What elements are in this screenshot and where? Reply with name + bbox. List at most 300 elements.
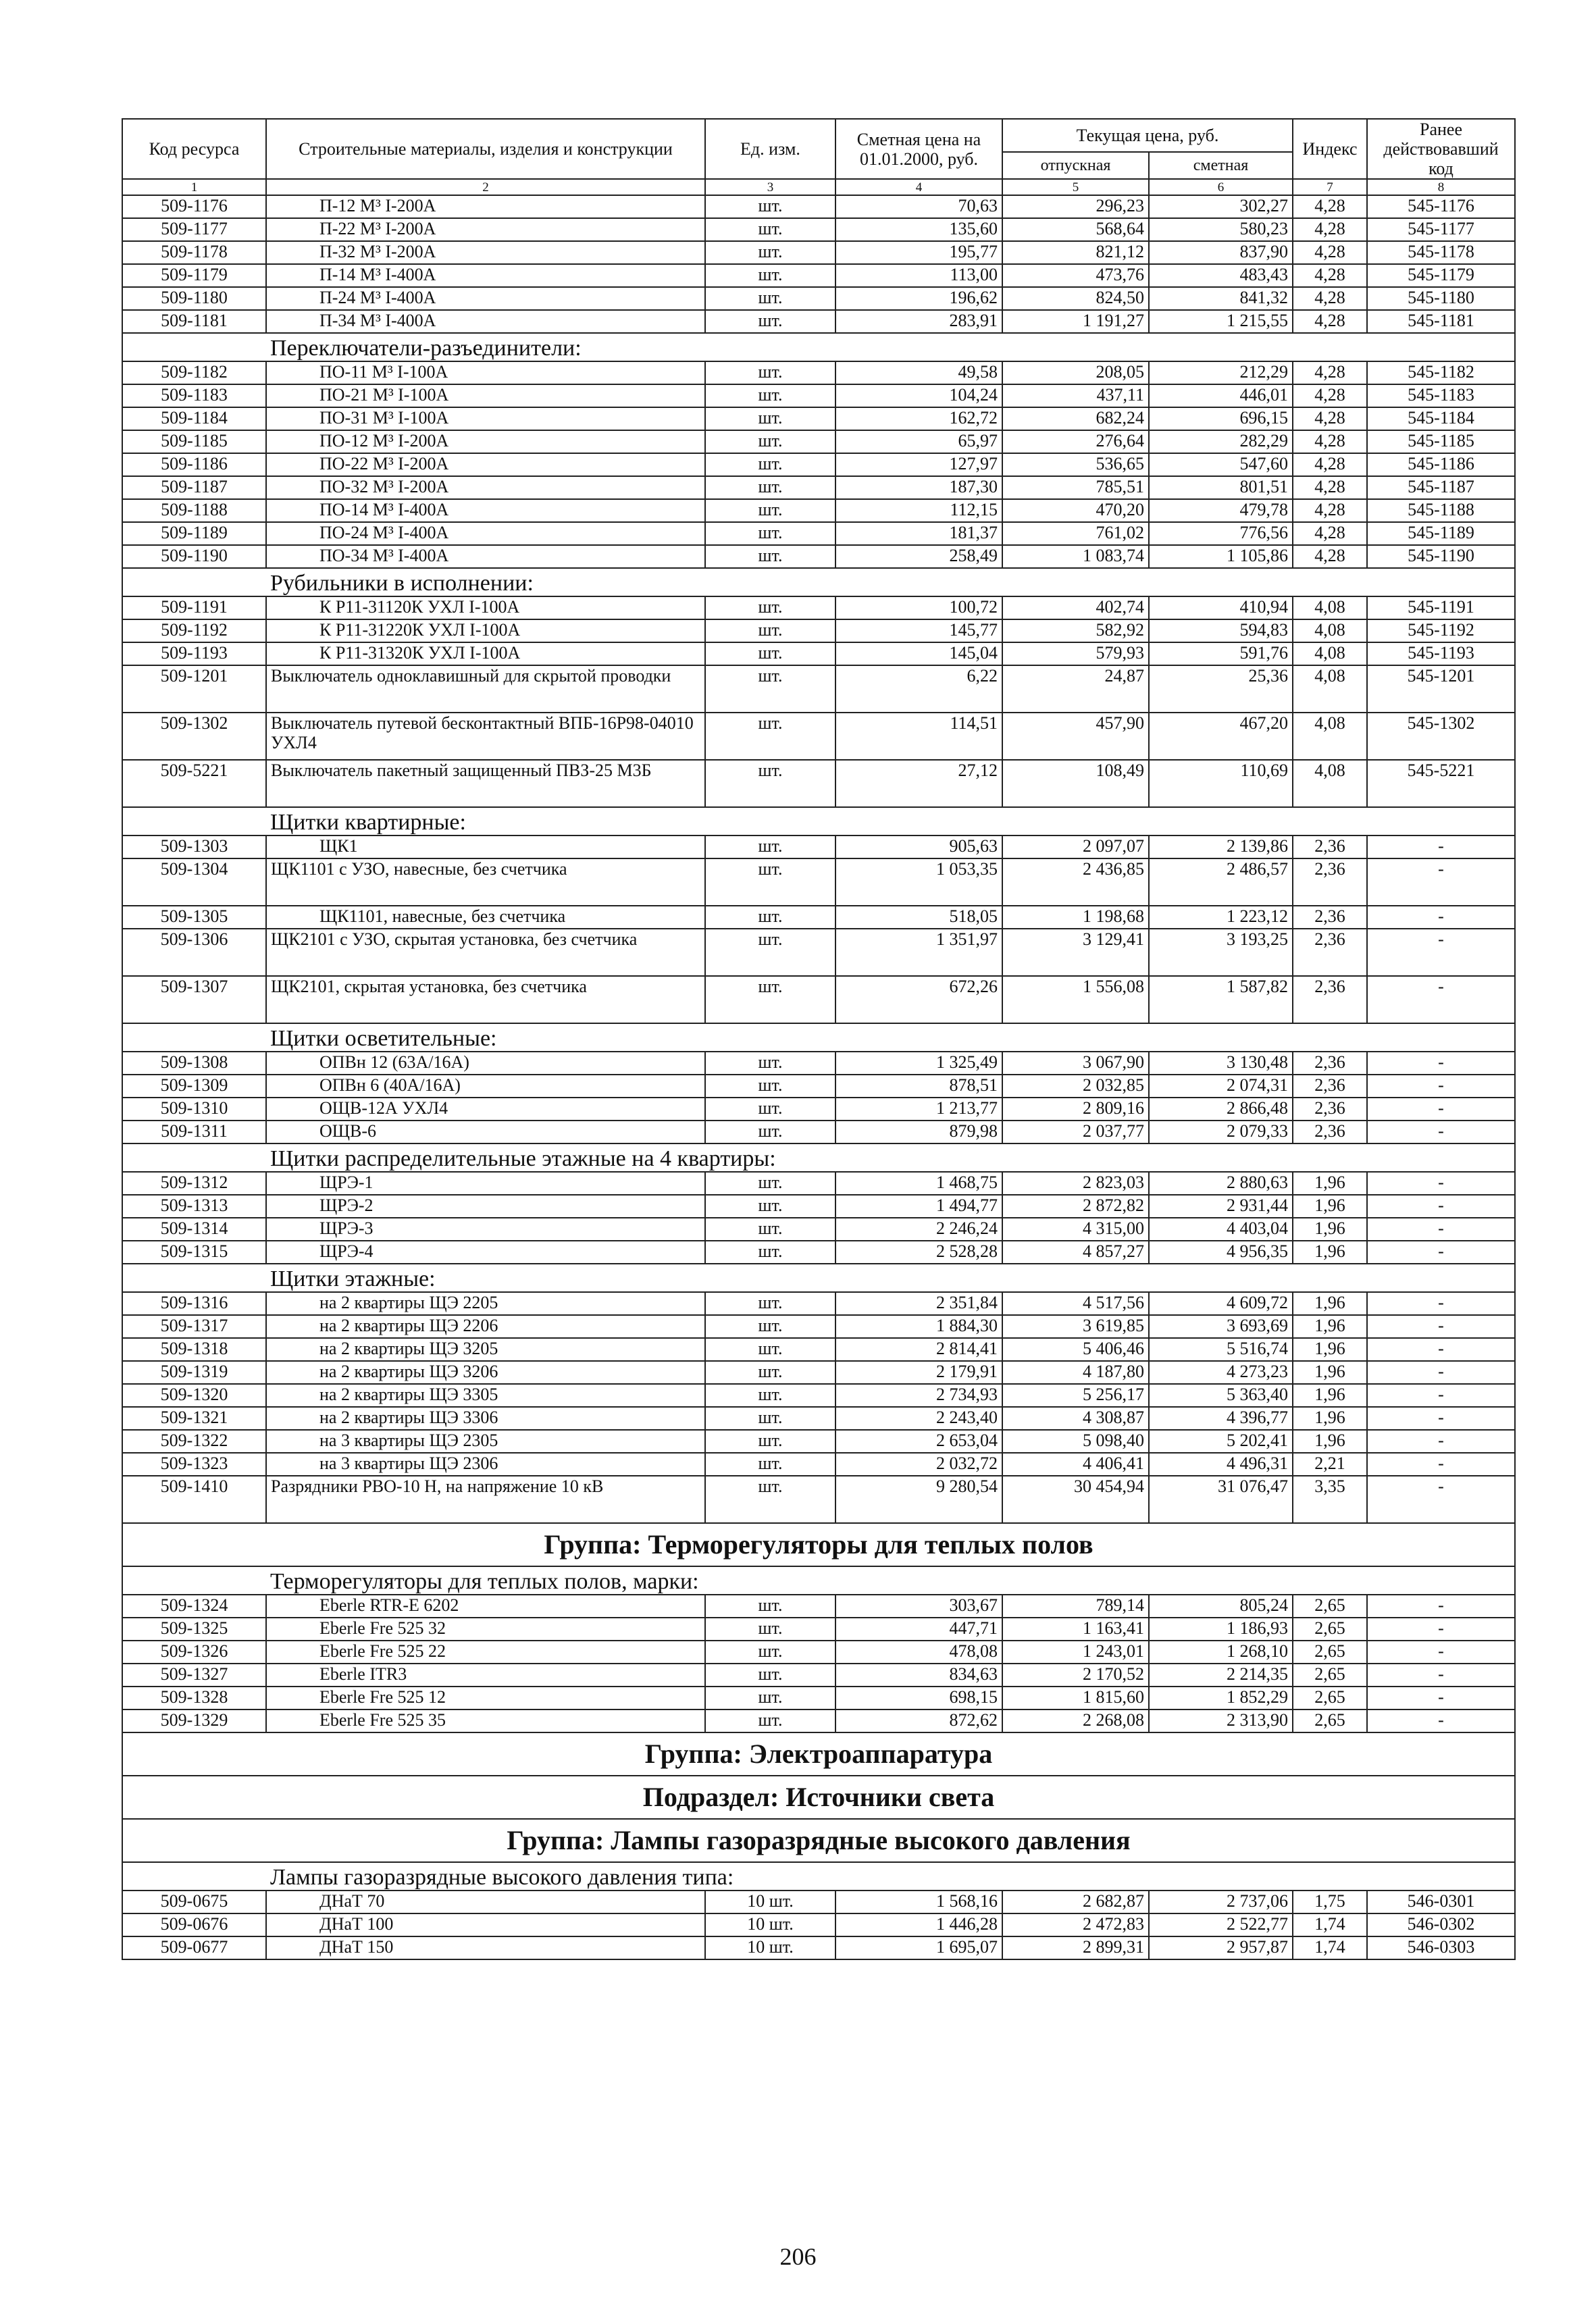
material-name-text: ОПВн 12 (63А/16А) — [319, 1052, 469, 1073]
price-index: 4,28 — [1293, 218, 1367, 241]
material-name — [266, 642, 705, 665]
header-unit: Ед. изм. — [705, 119, 835, 179]
release-price: 3 619,85 — [1002, 1315, 1149, 1338]
subgroup-heading: Щитки распределительные этажные на 4 квартиры: — [122, 1143, 1515, 1172]
release-price: 108,49 — [1002, 760, 1149, 807]
material-name — [266, 760, 705, 807]
resource-code: 509-1193 — [122, 642, 266, 665]
table-row — [122, 1361, 1515, 1384]
price-index: 2,36 — [1293, 1121, 1367, 1143]
material-name — [266, 499, 705, 522]
resource-code: 509-1328 — [122, 1687, 266, 1709]
price-index: 1,74 — [1293, 1913, 1367, 1936]
previous-code: 545-1176 — [1367, 195, 1515, 218]
material-name — [266, 1595, 705, 1618]
base-price: 905,63 — [835, 835, 1002, 858]
previous-code: 545-1178 — [1367, 241, 1515, 264]
subgroup-heading: Переключатели-разъединители: — [122, 333, 1515, 361]
price-index: 2,65 — [1293, 1709, 1367, 1732]
material-name — [266, 1315, 705, 1338]
material-name-text: ДНаТ 70 — [319, 1891, 385, 1911]
base-price: 114,51 — [835, 713, 1002, 760]
unit: шт. — [705, 1476, 835, 1523]
price-index: 1,96 — [1293, 1195, 1367, 1218]
release-price: 536,65 — [1002, 453, 1149, 476]
base-price: 2 734,93 — [835, 1384, 1002, 1407]
release-price: 2 682,87 — [1002, 1891, 1149, 1913]
unit: шт. — [705, 1709, 835, 1732]
group-heading: Группа: Терморегуляторы для теплых полов — [122, 1523, 1515, 1566]
unit: шт. — [705, 642, 835, 665]
material-name-text: ЩК2101 с УЗО, скрытая установка, без счетчика — [271, 929, 638, 950]
unit: шт. — [705, 1218, 835, 1241]
material-name-text: ЩРЭ-1 — [319, 1173, 374, 1193]
base-price: 65,97 — [835, 430, 1002, 453]
material-name-text: ЩК1101, навесные, без счетчика — [319, 906, 566, 927]
table-row — [122, 1453, 1515, 1476]
material-name-text: П-32 М³ I-200А — [319, 242, 436, 262]
estimate-price: 1 587,82 — [1149, 976, 1293, 1023]
previous-code: 545-1185 — [1367, 430, 1515, 453]
unit: шт. — [705, 1098, 835, 1121]
unit: шт. — [705, 1052, 835, 1075]
estimate-price: 3 693,69 — [1149, 1315, 1293, 1338]
previous-code: 545-1184 — [1367, 407, 1515, 430]
unit: шт. — [705, 1172, 835, 1195]
previous-code: - — [1367, 858, 1515, 906]
subgroup-heading-row — [122, 807, 1515, 835]
price-index: 2,36 — [1293, 976, 1367, 1023]
base-price: 2 653,04 — [835, 1430, 1002, 1453]
previous-code: 545-1302 — [1367, 713, 1515, 760]
base-price: 2 032,72 — [835, 1453, 1002, 1476]
estimate-price: 805,24 — [1149, 1595, 1293, 1618]
header-estimate-price: сметная — [1149, 152, 1293, 180]
table-row — [122, 264, 1515, 287]
material-name-text: К Р11-31320К УХЛ I-100А — [319, 643, 521, 663]
estimate-price: 1 852,29 — [1149, 1687, 1293, 1709]
material-name-text: ПО-34 М³ I-400А — [319, 546, 449, 566]
estimate-price: 837,90 — [1149, 241, 1293, 264]
unit: шт. — [705, 384, 835, 407]
resource-code: 509-0676 — [122, 1913, 266, 1936]
price-index: 1,74 — [1293, 1936, 1367, 1959]
material-name — [266, 453, 705, 476]
material-name-text: на 2 квартиры ЩЭ 2205 — [319, 1293, 498, 1313]
unit: шт. — [705, 665, 835, 713]
table-row — [122, 1664, 1515, 1687]
base-price: 1 325,49 — [835, 1052, 1002, 1075]
unit: шт. — [705, 835, 835, 858]
release-price: 2 823,03 — [1002, 1172, 1149, 1195]
table-row — [122, 384, 1515, 407]
previous-code: 545-1190 — [1367, 545, 1515, 568]
unit: шт. — [705, 1315, 835, 1338]
table-row — [122, 218, 1515, 241]
material-name — [266, 835, 705, 858]
previous-code: 545-1177 — [1367, 218, 1515, 241]
resource-code: 509-1321 — [122, 1407, 266, 1430]
resource-code: 509-1201 — [122, 665, 266, 713]
release-price: 789,14 — [1002, 1595, 1149, 1618]
estimate-price: 31 076,47 — [1149, 1476, 1293, 1523]
material-name — [266, 906, 705, 929]
material-name-text: П-34 М³ I-400А — [319, 311, 436, 331]
price-index: 4,28 — [1293, 407, 1367, 430]
table-row — [122, 665, 1515, 713]
material-name — [266, 1075, 705, 1098]
resource-code: 509-1189 — [122, 522, 266, 545]
resource-code: 509-1320 — [122, 1384, 266, 1407]
unit: шт. — [705, 264, 835, 287]
base-price: 2 246,24 — [835, 1218, 1002, 1241]
material-name-text: ЩК1 — [319, 836, 358, 856]
previous-code: - — [1367, 1407, 1515, 1430]
estimate-price: 2 214,35 — [1149, 1664, 1293, 1687]
base-price: 187,30 — [835, 476, 1002, 499]
resource-code: 509-0675 — [122, 1891, 266, 1913]
table-row — [122, 1430, 1515, 1453]
table-row — [122, 361, 1515, 384]
unit: шт. — [705, 218, 835, 241]
resource-code: 509-1319 — [122, 1361, 266, 1384]
table-row — [122, 1687, 1515, 1709]
base-price: 1 446,28 — [835, 1913, 1002, 1936]
table-row — [122, 642, 1515, 665]
estimate-price: 1 105,86 — [1149, 545, 1293, 568]
estimate-price: 5 363,40 — [1149, 1384, 1293, 1407]
price-index: 2,65 — [1293, 1641, 1367, 1664]
material-name-text: ПО-11 М³ I-100А — [319, 362, 448, 382]
estimate-price: 2 074,31 — [1149, 1075, 1293, 1098]
previous-code: 545-1187 — [1367, 476, 1515, 499]
material-name — [266, 1338, 705, 1361]
base-price: 6,22 — [835, 665, 1002, 713]
unit: шт. — [705, 1618, 835, 1641]
release-price: 1 556,08 — [1002, 976, 1149, 1023]
price-index: 4,28 — [1293, 499, 1367, 522]
previous-code: 545-1201 — [1367, 665, 1515, 713]
header-index: Индекс — [1293, 119, 1367, 179]
unit: шт. — [705, 1075, 835, 1098]
base-price: 2 243,40 — [835, 1407, 1002, 1430]
unit: шт. — [705, 1121, 835, 1143]
material-name — [266, 287, 705, 310]
estimate-price: 2 866,48 — [1149, 1098, 1293, 1121]
release-price: 4 187,80 — [1002, 1361, 1149, 1384]
price-index: 2,65 — [1293, 1664, 1367, 1687]
table-row — [122, 1172, 1515, 1195]
resource-code: 509-1327 — [122, 1664, 266, 1687]
material-name-text: ПО-12 М³ I-200А — [319, 431, 449, 451]
resource-code: 509-1312 — [122, 1172, 266, 1195]
unit: шт. — [705, 1361, 835, 1384]
subgroup-heading-row — [122, 1264, 1515, 1292]
subgroup-heading-row — [122, 1566, 1515, 1595]
material-name — [266, 1891, 705, 1913]
material-name — [266, 929, 705, 976]
base-price: 104,24 — [835, 384, 1002, 407]
table-row — [122, 499, 1515, 522]
resource-code: 509-1178 — [122, 241, 266, 264]
resource-code: 509-1308 — [122, 1052, 266, 1075]
table-row — [122, 1618, 1515, 1641]
release-price: 682,24 — [1002, 407, 1149, 430]
unit: шт. — [705, 596, 835, 619]
table-row — [122, 1936, 1515, 1959]
material-name-text: ПО-24 М³ I-400А — [319, 523, 449, 543]
subgroup-heading: Лампы газоразрядные высокого давления типа: — [122, 1862, 1515, 1891]
release-price: 761,02 — [1002, 522, 1149, 545]
base-price: 518,05 — [835, 906, 1002, 929]
estimate-price: 4 609,72 — [1149, 1292, 1293, 1315]
base-price: 303,67 — [835, 1595, 1002, 1618]
base-price: 135,60 — [835, 218, 1002, 241]
previous-code: - — [1367, 1687, 1515, 1709]
estimate-price: 446,01 — [1149, 384, 1293, 407]
table-row — [122, 835, 1515, 858]
material-name-text: П-24 М³ I-400А — [319, 288, 436, 308]
unit: шт. — [705, 522, 835, 545]
price-index: 2,36 — [1293, 1075, 1367, 1098]
material-name — [266, 361, 705, 384]
base-price: 258,49 — [835, 545, 1002, 568]
previous-code: - — [1367, 1453, 1515, 1476]
header-name: Строительные материалы, изделия и конструкции — [266, 119, 705, 179]
material-name-text: П-14 М³ I-400А — [319, 265, 436, 285]
price-index: 4,28 — [1293, 384, 1367, 407]
subgroup-heading: Щитки этажные: — [122, 1264, 1515, 1292]
table-header — [122, 119, 1515, 195]
resource-code: 509-1191 — [122, 596, 266, 619]
table-row — [122, 760, 1515, 807]
material-name-text: Eberle Fre 525 22 — [319, 1641, 446, 1662]
table-row — [122, 1384, 1515, 1407]
resource-code: 509-1326 — [122, 1641, 266, 1664]
resource-code: 509-1314 — [122, 1218, 266, 1241]
release-price: 4 517,56 — [1002, 1292, 1149, 1315]
material-name — [266, 1195, 705, 1218]
estimate-price: 594,83 — [1149, 619, 1293, 642]
unit: шт. — [705, 1407, 835, 1430]
resource-code: 509-1187 — [122, 476, 266, 499]
release-price: 457,90 — [1002, 713, 1149, 760]
material-name-text: Eberle Fre 525 35 — [319, 1710, 446, 1730]
group-heading-row — [122, 1819, 1515, 1862]
unit: шт. — [705, 929, 835, 976]
material-name-text: ПО-14 М³ I-400А — [319, 500, 449, 520]
material-name-text: ОЩВ-6 — [319, 1121, 377, 1141]
group-heading: Группа: Лампы газоразрядные высокого давления — [122, 1819, 1515, 1862]
previous-code: - — [1367, 1641, 1515, 1664]
unit: шт. — [705, 976, 835, 1023]
table-body — [122, 195, 1515, 1959]
column-number: 4 — [835, 179, 1002, 195]
resource-code: 509-1315 — [122, 1241, 266, 1264]
table-row — [122, 976, 1515, 1023]
estimate-price: 801,51 — [1149, 476, 1293, 499]
base-price: 1 568,16 — [835, 1891, 1002, 1913]
material-name — [266, 1218, 705, 1241]
group-heading-row — [122, 1523, 1515, 1566]
estimate-price: 2 931,44 — [1149, 1195, 1293, 1218]
estimate-price: 3 193,25 — [1149, 929, 1293, 976]
base-price: 2 179,91 — [835, 1361, 1002, 1384]
base-price: 834,63 — [835, 1664, 1002, 1687]
table-row — [122, 453, 1515, 476]
base-price: 283,91 — [835, 310, 1002, 333]
release-price: 402,74 — [1002, 596, 1149, 619]
base-price: 196,62 — [835, 287, 1002, 310]
resource-code: 509-1311 — [122, 1121, 266, 1143]
previous-code: 545-1186 — [1367, 453, 1515, 476]
table-row — [122, 1052, 1515, 1075]
previous-code: - — [1367, 1315, 1515, 1338]
material-name — [266, 1241, 705, 1264]
unit: шт. — [705, 760, 835, 807]
table-row — [122, 522, 1515, 545]
previous-code: 546-0302 — [1367, 1913, 1515, 1936]
table-row — [122, 1407, 1515, 1430]
material-name-text: ДНаТ 150 — [319, 1937, 394, 1957]
previous-code: 545-1182 — [1367, 361, 1515, 384]
material-name-text: ПО-32 М³ I-200А — [319, 477, 449, 497]
previous-code: 545-1191 — [1367, 596, 1515, 619]
base-price: 112,15 — [835, 499, 1002, 522]
price-index: 2,65 — [1293, 1595, 1367, 1618]
material-name-text: Выключатель пакетный защищенный ПВЗ-25 М3Б — [271, 761, 652, 781]
previous-code: - — [1367, 1664, 1515, 1687]
resource-code: 509-1303 — [122, 835, 266, 858]
previous-code: 545-1188 — [1367, 499, 1515, 522]
base-price: 447,71 — [835, 1618, 1002, 1641]
column-number: 8 — [1367, 179, 1515, 195]
unit: шт. — [705, 453, 835, 476]
previous-code: 545-1180 — [1367, 287, 1515, 310]
previous-code: - — [1367, 1384, 1515, 1407]
price-index: 1,96 — [1293, 1338, 1367, 1361]
release-price: 4 857,27 — [1002, 1241, 1149, 1264]
estimate-price: 2 079,33 — [1149, 1121, 1293, 1143]
material-name — [266, 522, 705, 545]
unit: шт. — [705, 1641, 835, 1664]
material-name — [266, 310, 705, 333]
material-name — [266, 665, 705, 713]
subgroup-heading: Щитки осветительные: — [122, 1023, 1515, 1052]
base-price: 478,08 — [835, 1641, 1002, 1664]
resource-code: 509-1410 — [122, 1476, 266, 1523]
table-row — [122, 906, 1515, 929]
estimate-price: 2 737,06 — [1149, 1891, 1293, 1913]
release-price: 582,92 — [1002, 619, 1149, 642]
unit: шт. — [705, 906, 835, 929]
price-index: 4,08 — [1293, 665, 1367, 713]
table-row — [122, 476, 1515, 499]
price-index: 4,08 — [1293, 596, 1367, 619]
resource-code: 509-5221 — [122, 760, 266, 807]
previous-code: - — [1367, 1121, 1515, 1143]
unit: шт. — [705, 310, 835, 333]
previous-code: - — [1367, 1241, 1515, 1264]
material-name — [266, 1913, 705, 1936]
price-index: 2,36 — [1293, 906, 1367, 929]
unit: шт. — [705, 361, 835, 384]
release-price: 824,50 — [1002, 287, 1149, 310]
base-price: 9 280,54 — [835, 1476, 1002, 1523]
resource-code: 509-1176 — [122, 195, 266, 218]
base-price: 70,63 — [835, 195, 1002, 218]
table-row — [122, 1098, 1515, 1121]
previous-code: - — [1367, 1338, 1515, 1361]
price-index: 1,96 — [1293, 1407, 1367, 1430]
estimate-price: 483,43 — [1149, 264, 1293, 287]
material-name-text: ОПВн 6 (40А/16А) — [319, 1075, 461, 1096]
base-price: 113,00 — [835, 264, 1002, 287]
table-row — [122, 619, 1515, 642]
material-name-text: Eberle ITR3 — [319, 1664, 407, 1685]
estimate-price: 4 396,77 — [1149, 1407, 1293, 1430]
resource-code: 509-1179 — [122, 264, 266, 287]
resource-code: 509-0677 — [122, 1936, 266, 1959]
unit: шт. — [705, 1241, 835, 1264]
resource-code: 509-1324 — [122, 1595, 266, 1618]
release-price: 24,87 — [1002, 665, 1149, 713]
material-name-text: ПО-21 М³ I-100А — [319, 385, 449, 405]
price-index: 1,96 — [1293, 1292, 1367, 1315]
estimate-price: 580,23 — [1149, 218, 1293, 241]
table-row — [122, 858, 1515, 906]
material-name — [266, 218, 705, 241]
table-row — [122, 596, 1515, 619]
material-name — [266, 1687, 705, 1709]
estimate-price: 110,69 — [1149, 760, 1293, 807]
table-row — [122, 1913, 1515, 1936]
material-name — [266, 1709, 705, 1732]
estimate-price: 776,56 — [1149, 522, 1293, 545]
base-price: 2 528,28 — [835, 1241, 1002, 1264]
previous-code: 545-1179 — [1367, 264, 1515, 287]
price-index: 4,08 — [1293, 642, 1367, 665]
table-row — [122, 1195, 1515, 1218]
table-row — [122, 430, 1515, 453]
estimate-price: 4 403,04 — [1149, 1218, 1293, 1241]
estimate-price: 212,29 — [1149, 361, 1293, 384]
previous-code: - — [1367, 1476, 1515, 1523]
estimate-price: 5 516,74 — [1149, 1338, 1293, 1361]
group-heading: Группа: Электроаппаратура — [122, 1732, 1515, 1776]
release-price: 2 032,85 — [1002, 1075, 1149, 1098]
material-name — [266, 858, 705, 906]
table-row — [122, 1292, 1515, 1315]
base-price: 2 351,84 — [835, 1292, 1002, 1315]
table-row — [122, 195, 1515, 218]
price-index: 4,28 — [1293, 241, 1367, 264]
resource-code: 509-1310 — [122, 1098, 266, 1121]
group-heading-row — [122, 1732, 1515, 1776]
resource-code: 509-1184 — [122, 407, 266, 430]
estimate-price: 5 202,41 — [1149, 1430, 1293, 1453]
release-price: 1 083,74 — [1002, 545, 1149, 568]
table-row — [122, 310, 1515, 333]
material-name — [266, 1430, 705, 1453]
previous-code: - — [1367, 1195, 1515, 1218]
unit: шт. — [705, 545, 835, 568]
column-number: 7 — [1293, 179, 1367, 195]
table-row — [122, 1241, 1515, 1264]
estimate-price: 591,76 — [1149, 642, 1293, 665]
estimate-price: 25,36 — [1149, 665, 1293, 713]
table-row — [122, 1595, 1515, 1618]
